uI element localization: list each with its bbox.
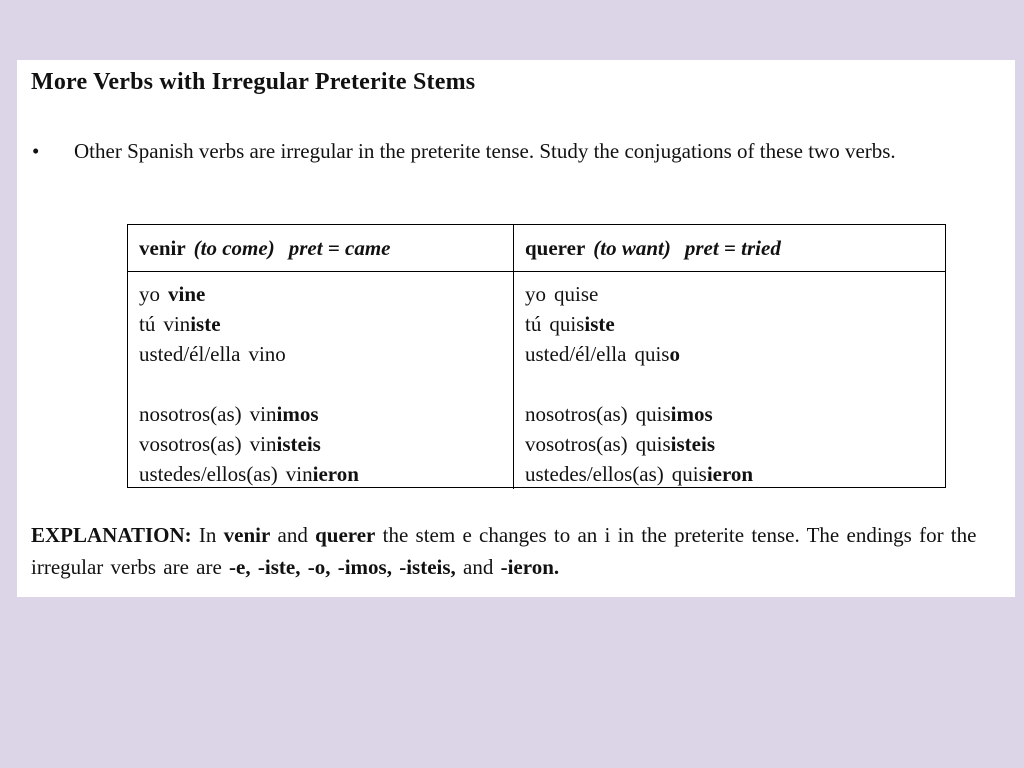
header-verb: querer [525,235,586,260]
table-row: vosotros(as) quisisteis [525,432,715,456]
bullet-icon: • [32,139,40,163]
verb-querer: querer [315,523,376,547]
table-row: ustedes/ellos(as) vinieron [139,462,359,486]
table-row: ustedes/ellos(as) quisieron [525,462,754,486]
page-title: More Verbs with Irregular Preterite Stems [31,69,476,95]
ending: -o, [307,555,331,579]
header-verb: venir [139,235,186,260]
conjugation-table [127,224,946,488]
table-row: usted/él/ella quiso [525,342,680,366]
row-spacer [139,369,513,399]
header-preterite: pret = tried [684,235,781,260]
table-row: yo quise [525,282,599,306]
slide-content [17,60,1015,597]
intro-text: Other Spanish verbs are irregular in the preterite tense. Study the conjugations of these two verbs. [74,139,896,163]
table-row: tú viniste [139,312,221,336]
table-row: tú quisiste [525,312,615,336]
table-header-querer [514,225,945,272]
ending: -e, [229,555,251,579]
ending: -ieron. [500,555,560,579]
explanation-label: EXPLANATION: [31,523,192,547]
table-row: nosotros(as) quisimos [525,402,713,426]
intro-paragraph [31,136,961,167]
table-header-venir [128,225,514,272]
table-row: usted/él/ella vino [139,342,286,366]
row-spacer [525,369,945,399]
ending: -imos, [337,555,392,579]
querer-conjugations [514,272,945,489]
header-meaning: (to want) [593,235,671,260]
verb-venir: venir [223,523,271,547]
explanation-paragraph: EXPLANATION: In venir and querer the stem e changes to an i in the preterite tense. The endings for the irregular verbs are are -e, -iste, -o, -imos, -isteis, and -ieron. [31,523,977,579]
table-row: vosotros(as) vinisteis [139,432,321,456]
header-meaning: (to come) [193,235,275,260]
table-row: nosotros(as) vinimos [139,402,319,426]
ending: -iste, [257,555,301,579]
header-preterite: pret = came [288,235,391,260]
venir-conjugations [128,272,514,489]
table-row: yo vine [139,282,206,306]
ending: -isteis, [399,555,456,579]
